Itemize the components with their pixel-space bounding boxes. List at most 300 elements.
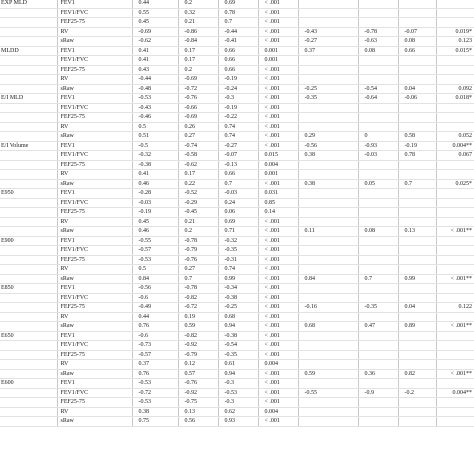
group-label — [0, 312, 57, 322]
value-cell — [436, 160, 474, 170]
value-cell: -0.92 — [178, 341, 218, 351]
group-label — [0, 170, 57, 180]
value-cell — [436, 56, 474, 66]
group-label — [0, 341, 57, 351]
value-cell — [358, 198, 398, 208]
value-cell: -0.6 — [132, 293, 178, 303]
group-label — [0, 303, 57, 313]
value-cell: -0.55 — [132, 236, 178, 246]
value-cell — [436, 65, 474, 75]
value-cell: < .001 — [258, 274, 298, 284]
value-cell: 0.76 — [132, 369, 178, 379]
value-cell: 0.5 — [132, 122, 178, 132]
value-cell — [436, 189, 474, 199]
value-cell: -0.56 — [132, 284, 178, 294]
value-cell: 0.74 — [218, 265, 258, 275]
value-cell: -0.48 — [132, 84, 178, 94]
value-cell — [358, 265, 398, 275]
group-label — [0, 217, 57, 227]
value-cell — [398, 170, 436, 180]
value-cell — [298, 265, 358, 275]
value-cell: < .001 — [258, 65, 298, 75]
value-cell: 0.7 — [218, 179, 258, 189]
table-row — [0, 274, 474, 284]
value-cell: 0.17 — [178, 56, 218, 66]
value-cell: 0.61 — [218, 360, 258, 370]
value-cell — [398, 379, 436, 389]
value-cell — [398, 284, 436, 294]
group-label — [0, 388, 57, 398]
group-label — [0, 265, 57, 275]
table-row — [0, 398, 474, 408]
value-cell — [436, 103, 474, 113]
measure-label: RV — [57, 75, 132, 85]
group-label: E950 — [0, 189, 57, 199]
measure-label: FEV1 — [57, 284, 132, 294]
value-cell — [436, 312, 474, 322]
value-cell: 0.76 — [132, 322, 178, 332]
value-cell — [298, 8, 358, 18]
value-cell: 0.001 — [258, 170, 298, 180]
table-row — [0, 113, 474, 123]
value-cell: 0.75 — [132, 417, 178, 427]
value-cell: 0.46 — [132, 179, 178, 189]
table-row — [0, 65, 474, 75]
table-row — [0, 122, 474, 132]
value-cell — [436, 417, 474, 427]
value-cell: 0.66 — [218, 65, 258, 75]
value-cell: -0.76 — [178, 94, 218, 104]
value-cell: -0.13 — [218, 160, 258, 170]
value-cell: 0.004** — [436, 388, 474, 398]
group-label — [0, 37, 57, 47]
value-cell — [358, 103, 398, 113]
group-label: E900 — [0, 236, 57, 246]
table-row — [0, 75, 474, 85]
value-cell: 0.004 — [258, 407, 298, 417]
value-cell: -0.43 — [298, 27, 358, 37]
measure-label: sRaw — [57, 417, 132, 427]
value-cell: -0.41 — [218, 37, 258, 47]
value-cell: 0.38 — [132, 407, 178, 417]
value-cell: 0.004 — [258, 360, 298, 370]
value-cell: < .001 — [258, 322, 298, 332]
value-cell: -0.49 — [132, 303, 178, 313]
value-cell: -0.53 — [132, 379, 178, 389]
value-cell: -0.31 — [218, 255, 258, 265]
value-cell — [358, 379, 398, 389]
measure-label: RV — [57, 27, 132, 37]
value-cell: -0.92 — [178, 388, 218, 398]
value-cell — [298, 198, 358, 208]
value-cell: -0.32 — [132, 151, 178, 161]
table-row — [0, 151, 474, 161]
value-cell: -0.76 — [178, 255, 218, 265]
measure-label: FEV1 — [57, 331, 132, 341]
value-cell: 0.84 — [298, 274, 358, 284]
value-cell — [298, 56, 358, 66]
value-cell: -0.03 — [218, 189, 258, 199]
value-cell: -0.52 — [178, 189, 218, 199]
value-cell — [298, 407, 358, 417]
value-cell — [398, 398, 436, 408]
value-cell: 0.66 — [218, 170, 258, 180]
value-cell — [398, 407, 436, 417]
value-cell: 0.69 — [218, 217, 258, 227]
value-cell — [398, 113, 436, 123]
value-cell: -0.44 — [132, 75, 178, 85]
value-cell: -0.29 — [178, 198, 218, 208]
value-cell — [298, 236, 358, 246]
value-cell: -0.44 — [218, 27, 258, 37]
group-label — [0, 179, 57, 189]
measure-label: RV — [57, 360, 132, 370]
value-cell: 0.004** — [436, 141, 474, 151]
value-cell — [398, 122, 436, 132]
measure-label: RV — [57, 122, 132, 132]
value-cell: -0.82 — [178, 293, 218, 303]
value-cell: -0.25 — [218, 303, 258, 313]
value-cell: < .001 — [258, 379, 298, 389]
value-cell: < .001 — [258, 284, 298, 294]
value-cell — [436, 407, 474, 417]
value-cell: 0.56 — [178, 417, 218, 427]
group-label: E850 — [0, 284, 57, 294]
value-cell: 0.94 — [218, 369, 258, 379]
value-cell: 0.69 — [218, 0, 258, 8]
value-cell: -0.93 — [358, 141, 398, 151]
value-cell: 0.018* — [436, 94, 474, 104]
value-cell: < .001 — [258, 113, 298, 123]
value-cell: -0.19 — [218, 75, 258, 85]
value-cell — [358, 236, 398, 246]
value-cell: 0.36 — [358, 369, 398, 379]
table-row — [0, 141, 474, 151]
value-cell: 0.44 — [132, 312, 178, 322]
value-cell: < .001 — [258, 417, 298, 427]
table-row — [0, 312, 474, 322]
value-cell: 0.27 — [178, 265, 218, 275]
value-cell: 0.47 — [358, 322, 398, 332]
value-cell — [298, 417, 358, 427]
value-cell: 0.32 — [178, 8, 218, 18]
table-row — [0, 208, 474, 218]
value-cell: < .001 — [258, 217, 298, 227]
value-cell: -0.63 — [358, 37, 398, 47]
measure-label: FEV1 — [57, 141, 132, 151]
measure-label: FEF25-75 — [57, 350, 132, 360]
value-cell — [398, 65, 436, 75]
table-row — [0, 132, 474, 142]
value-cell — [436, 246, 474, 256]
measure-label: FEF25-75 — [57, 65, 132, 75]
value-cell: 0.41 — [132, 56, 178, 66]
value-cell: 0.001 — [258, 46, 298, 56]
value-cell: 0.45 — [132, 18, 178, 28]
value-cell — [358, 122, 398, 132]
value-cell: -0.46 — [132, 113, 178, 123]
value-cell: < .001 — [258, 265, 298, 275]
value-cell: 0.55 — [132, 8, 178, 18]
measure-label: sRaw — [57, 322, 132, 332]
value-cell: 0.025* — [436, 179, 474, 189]
group-label — [0, 65, 57, 75]
value-cell: 0.019* — [436, 27, 474, 37]
value-cell: -0.35 — [218, 246, 258, 256]
value-cell — [298, 122, 358, 132]
value-cell — [358, 417, 398, 427]
value-cell: 0.2 — [178, 227, 218, 237]
value-cell: 0.68 — [218, 312, 258, 322]
value-cell — [398, 417, 436, 427]
value-cell — [298, 360, 358, 370]
value-cell: < .001** — [436, 274, 474, 284]
value-cell — [298, 398, 358, 408]
value-cell: < .001 — [258, 388, 298, 398]
value-cell: -0.16 — [298, 303, 358, 313]
table-row — [0, 56, 474, 66]
value-cell — [398, 217, 436, 227]
value-cell: 0.41 — [132, 46, 178, 56]
value-cell: -0.24 — [218, 84, 258, 94]
value-cell: < .001 — [258, 27, 298, 37]
value-cell — [298, 217, 358, 227]
value-cell — [436, 236, 474, 246]
value-cell: -0.2 — [398, 388, 436, 398]
value-cell: 0.46 — [132, 227, 178, 237]
value-cell — [436, 331, 474, 341]
value-cell — [436, 360, 474, 370]
value-cell: 0.66 — [218, 46, 258, 56]
value-cell — [298, 312, 358, 322]
value-cell — [436, 341, 474, 351]
value-cell: 0.19 — [178, 312, 218, 322]
value-cell: 0.37 — [298, 46, 358, 56]
table-row — [0, 379, 474, 389]
value-cell — [358, 398, 398, 408]
value-cell — [358, 208, 398, 218]
measure-label: FEV1 — [57, 0, 132, 8]
value-cell: 0.37 — [132, 360, 178, 370]
table-row — [0, 103, 474, 113]
value-cell: < .001** — [436, 369, 474, 379]
measure-label: FEF25-75 — [57, 303, 132, 313]
value-cell — [436, 208, 474, 218]
group-label — [0, 75, 57, 85]
value-cell: 0.17 — [178, 170, 218, 180]
value-cell: 0.93 — [218, 417, 258, 427]
measure-label: FEV1/FVC — [57, 293, 132, 303]
measure-label: RV — [57, 265, 132, 275]
value-cell: 0.17 — [178, 46, 218, 56]
value-cell: -0.69 — [178, 75, 218, 85]
value-cell: -0.72 — [132, 388, 178, 398]
value-cell: < .001 — [258, 179, 298, 189]
group-label — [0, 360, 57, 370]
measure-label: FEV1/FVC — [57, 198, 132, 208]
value-cell — [398, 75, 436, 85]
value-cell — [298, 113, 358, 123]
value-cell — [436, 8, 474, 18]
value-cell: -0.78 — [178, 236, 218, 246]
measure-label: FEF25-75 — [57, 160, 132, 170]
measure-label: RV — [57, 407, 132, 417]
measure-label: FEV1/FVC — [57, 56, 132, 66]
value-cell: 0.13 — [178, 407, 218, 417]
value-cell: 0.004 — [258, 160, 298, 170]
value-cell: 0.7 — [218, 18, 258, 28]
table-row — [0, 46, 474, 56]
value-cell — [398, 360, 436, 370]
value-cell: 0.94 — [218, 322, 258, 332]
value-cell: 0.04 — [398, 303, 436, 313]
value-cell: -0.19 — [218, 103, 258, 113]
value-cell: -0.57 — [132, 350, 178, 360]
value-cell — [358, 246, 398, 256]
value-cell: 0.99 — [398, 274, 436, 284]
value-cell — [398, 293, 436, 303]
value-cell: 0.59 — [298, 369, 358, 379]
value-cell: < .001 — [258, 293, 298, 303]
value-cell: -0.5 — [132, 141, 178, 151]
value-cell — [398, 255, 436, 265]
value-cell — [398, 103, 436, 113]
value-cell — [436, 0, 474, 8]
group-label: E/I MLD — [0, 94, 57, 104]
value-cell: < .001 — [258, 331, 298, 341]
measure-label: sRaw — [57, 274, 132, 284]
value-cell: 0.122 — [436, 303, 474, 313]
measure-label: FEF25-75 — [57, 398, 132, 408]
value-cell: 0.067 — [436, 151, 474, 161]
value-cell — [298, 284, 358, 294]
value-cell — [436, 113, 474, 123]
value-cell: 0.38 — [298, 151, 358, 161]
table-row — [0, 236, 474, 246]
measure-label: FEV1/FVC — [57, 341, 132, 351]
value-cell — [358, 331, 398, 341]
group-label: EXP MLD — [0, 0, 57, 8]
value-cell: 0.62 — [218, 407, 258, 417]
table-row — [0, 189, 474, 199]
value-cell: -0.38 — [218, 293, 258, 303]
group-label — [0, 322, 57, 332]
group-label — [0, 132, 57, 142]
value-cell — [398, 312, 436, 322]
table-row — [0, 293, 474, 303]
table-row — [0, 417, 474, 427]
value-cell: -0.35 — [358, 303, 398, 313]
group-label — [0, 417, 57, 427]
value-cell: 0.66 — [398, 46, 436, 56]
group-label — [0, 274, 57, 284]
measure-label: FEV1/FVC — [57, 103, 132, 113]
value-cell — [398, 236, 436, 246]
value-cell: -0.27 — [298, 37, 358, 47]
measure-label: FEV1 — [57, 379, 132, 389]
value-cell: 0.74 — [218, 132, 258, 142]
value-cell — [298, 246, 358, 256]
value-cell: -0.86 — [178, 27, 218, 37]
group-label — [0, 103, 57, 113]
group-label — [0, 350, 57, 360]
value-cell — [298, 160, 358, 170]
value-cell: < .001 — [258, 94, 298, 104]
group-label — [0, 27, 57, 37]
value-cell: 0.22 — [178, 179, 218, 189]
value-cell: -0.35 — [298, 94, 358, 104]
value-cell: -0.22 — [218, 113, 258, 123]
value-cell: < .001 — [258, 18, 298, 28]
measure-label: RV — [57, 170, 132, 180]
table-row — [0, 322, 474, 332]
group-label — [0, 227, 57, 237]
value-cell — [358, 18, 398, 28]
value-cell: -0.06 — [398, 94, 436, 104]
value-cell: < .001** — [436, 322, 474, 332]
table-row — [0, 8, 474, 18]
group-label — [0, 113, 57, 123]
value-cell — [298, 65, 358, 75]
value-cell: -0.84 — [178, 37, 218, 47]
value-cell: < .001 — [258, 312, 298, 322]
value-cell: -0.38 — [218, 331, 258, 341]
table-row — [0, 284, 474, 294]
value-cell: -0.3 — [218, 94, 258, 104]
value-cell: -0.28 — [132, 189, 178, 199]
value-cell: -0.62 — [132, 37, 178, 47]
value-cell: 0.43 — [132, 65, 178, 75]
value-cell: 0.66 — [218, 56, 258, 66]
value-cell — [298, 170, 358, 180]
value-cell: 0.85 — [258, 198, 298, 208]
value-cell — [358, 217, 398, 227]
value-cell — [398, 56, 436, 66]
value-cell: 0.12 — [178, 360, 218, 370]
value-cell — [358, 65, 398, 75]
value-cell: 0.7 — [358, 274, 398, 284]
group-label — [0, 208, 57, 218]
value-cell: -0.07 — [398, 27, 436, 37]
value-cell: 0.7 — [398, 179, 436, 189]
group-label — [0, 8, 57, 18]
value-cell: 0.78 — [218, 8, 258, 18]
value-cell: -0.79 — [178, 246, 218, 256]
measure-label: RV — [57, 312, 132, 322]
group-label — [0, 84, 57, 94]
value-cell — [298, 341, 358, 351]
value-cell: -0.03 — [132, 198, 178, 208]
value-cell: -0.74 — [178, 141, 218, 151]
value-cell: -0.38 — [132, 160, 178, 170]
value-cell: 0.78 — [398, 151, 436, 161]
value-cell: 0.89 — [398, 322, 436, 332]
value-cell: -0.53 — [132, 398, 178, 408]
value-cell: < .001 — [258, 8, 298, 18]
value-cell: -0.53 — [132, 255, 178, 265]
table-row — [0, 160, 474, 170]
value-cell: 0.7 — [178, 274, 218, 284]
measure-label: FEV1 — [57, 236, 132, 246]
value-cell: < .001 — [258, 75, 298, 85]
value-cell — [298, 208, 358, 218]
value-cell: < .001 — [258, 303, 298, 313]
value-cell: < .001 — [258, 84, 298, 94]
value-cell — [298, 331, 358, 341]
value-cell: -0.78 — [358, 27, 398, 37]
measure-label: sRaw — [57, 37, 132, 47]
table-row — [0, 407, 474, 417]
